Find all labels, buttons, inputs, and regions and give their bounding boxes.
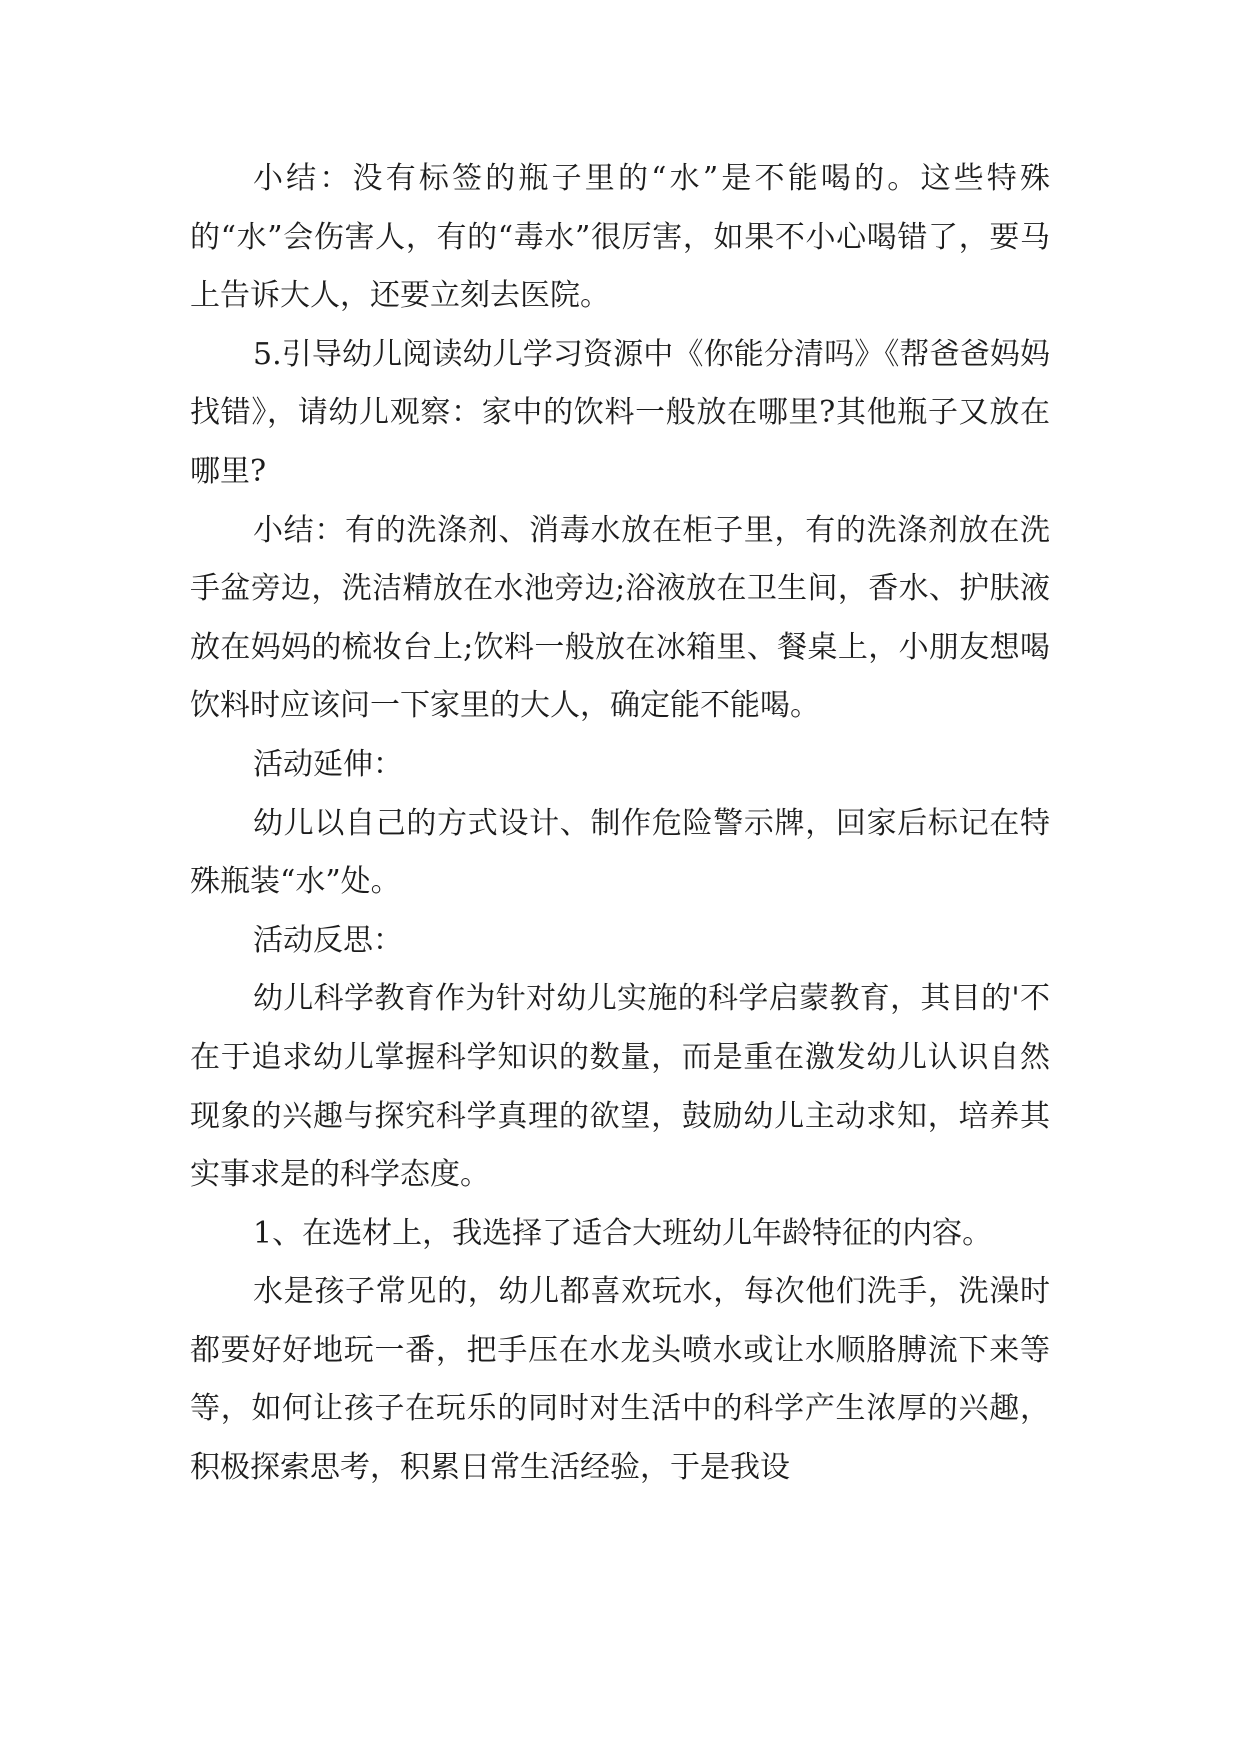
step-5-paragraph: 5.引导幼儿阅读幼儿学习资源中《你能分清吗》《帮爸爸妈妈找错》，请幼儿观察：家中的饮料一般放在哪里?其他瓶子又放在哪里? (190, 336, 1050, 489)
activity-extension-paragraph: 幼儿以自己的方式设计、制作危险警示牌，回家后标记在特殊瓶装“水”处。 (190, 805, 1050, 900)
reflection-paragraph: 幼儿科学教育作为针对幼儿实施的科学启蒙教育，其目的'不在于追求幼儿掌握科学知识的数量，而是重在激发幼儿认识自然现象的兴趣与探究科学真理的欲望，鼓励幼儿主动求知，培养其实事求是的科学态度。 (190, 981, 1050, 1193)
document-body (190, 150, 1050, 1498)
summary-paragraph-1: 小结：没有标签的瓶子里的“水”是不能喝的。这些特殊的“水”会伤害人，有的“毒水”很厉害，如果不小心喝错了，要马上告诉大人，还要立刻去医院。 (190, 161, 1050, 314)
activity-extension-heading: 活动延伸： (253, 746, 403, 782)
water-play-paragraph: 水是孩子常见的，幼儿都喜欢玩水，每次他们洗手，洗澡时都要好好地玩一番，把手压在水龙头喷水或让水顺胳膊流下来等等，如何让孩子在玩乐的同时对生活中的科学产生浓厚的兴趣，积极探索思考，积累日常生活经验，于是我设 (190, 1274, 1050, 1486)
activity-reflection-heading: 活动反思： (253, 922, 403, 958)
material-selection-paragraph: 1、在选材上，我选择了适合大班幼儿年龄特征的内容。 (253, 1215, 993, 1251)
summary-paragraph-2: 小结：有的洗涤剂、消毒水放在柜子里，有的洗涤剂放在洗手盆旁边，洗洁精放在水池旁边;浴液放在卫生间，香水、护肤液放在妈妈的梳妆台上;饮料一般放在冰箱里、餐桌上，小朋友想喝饮料时应该问一下家里的大人，确定能不能喝。 (190, 512, 1050, 724)
